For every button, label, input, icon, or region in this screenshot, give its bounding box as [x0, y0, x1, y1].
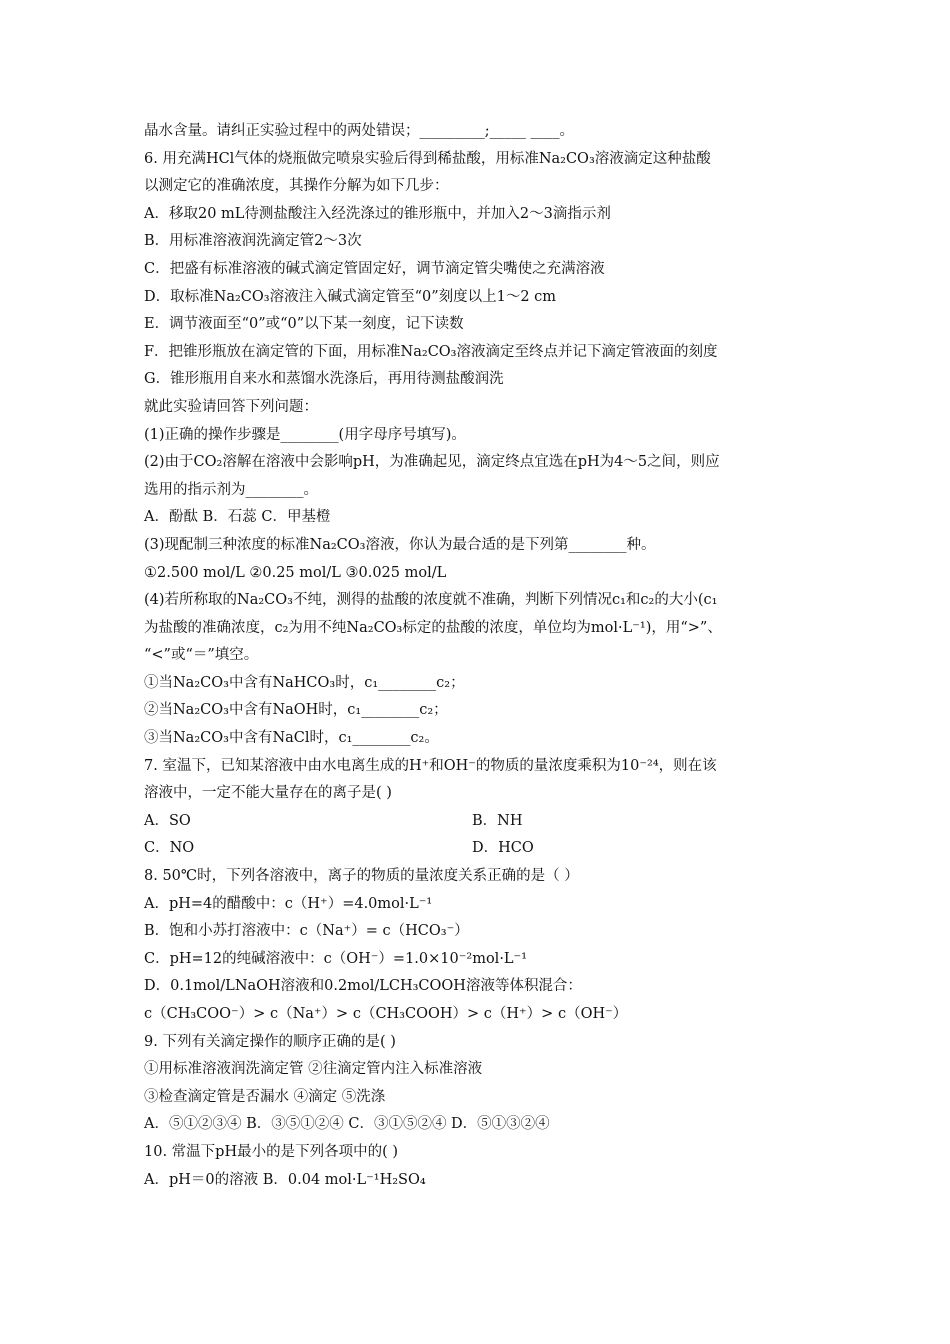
question-7-stem [144, 753, 824, 781]
question-8-option-a [144, 891, 824, 919]
step-g-content: G．锥形瓶用自来水和蒸馏水洗涤后，再用待测盐酸润洗 [144, 371, 504, 388]
step-d-content: D．取标准Na₂CO₃溶液注入碱式滴定管至“0”刻度以上1～2 cm [144, 288, 557, 305]
step-f [144, 339, 824, 367]
subquestion-3-content: (3)现配制三种浓度的标准Na₂CO₃溶液，你认为最合适的是下列第________种。 [144, 536, 656, 553]
question-7-option-b: B．NH [472, 812, 523, 829]
subquestion-4-item-2-content: ②当Na₂CO₃中含有NaOH时，c₁________c₂； [144, 702, 448, 719]
question-10-options-content: A．pH＝0的溶液 B．0.04 mol·L⁻¹H₂SO₄ [144, 1171, 426, 1188]
question-9-items-1-content: ①用标准溶液润洗滴定管 ②往滴定管内注入标准溶液 [144, 1061, 483, 1078]
step-a-content: A．移取20 mL待测盐酸注入经洗涤过的锥形瓶中，并加入2～3滴指示剂 [144, 205, 611, 222]
subquestion-4-item-3-content: ③当Na₂CO₃中含有NaCl时，c₁________c₂。 [144, 730, 439, 747]
subquestion-2-options-content: A．酚酞 B．石蕊 C．甲基橙 [144, 509, 331, 526]
question-7-stem-content: 7. 室温下，已知某溶液中由水电离生成的H⁺和OH⁻的物质的量浓度乘积为10⁻²⁴，则在该 [144, 757, 717, 774]
document-page [144, 118, 824, 1194]
text-line-1-content: 晶水含量。请纠正实验过程中的两处错误；_________;_____ ____。 [144, 123, 574, 139]
subquestion-4-item-1 [144, 670, 824, 698]
question-6-stem-content: 6. 用充满HCl气体的烧瓶做完喷泉实验后得到稀盐酸，用标准Na₂CO₃溶液滴定这种盐酸 [144, 150, 711, 167]
question-8-option-b [144, 918, 824, 946]
question-8-option-d-content: D．0.1mol/LNaOH溶液和0.2mol/LCH₃COOH溶液等体积混合： [144, 978, 582, 995]
questions-intro-content: 就此实验请回答下列问题： [144, 398, 318, 415]
question-7-option-c: C．NO [144, 840, 195, 857]
question-9-options [144, 1111, 824, 1139]
subquestion-4-item-2 [144, 697, 824, 725]
question-7-option-a: A．SO [144, 812, 191, 829]
step-a [144, 201, 824, 229]
question-6-stem-cont-content: 以测定它的准确浓度，其操作分解为如下几步： [144, 178, 449, 195]
question-7-options-ab [144, 808, 824, 836]
subquestion-4-cont2-content: “<”或“＝”填空。 [144, 647, 259, 664]
subquestion-2-cont-content: 选用的指示剂为________。 [144, 481, 318, 498]
text-line-1 [144, 118, 824, 146]
question-6-stem-cont [144, 173, 824, 201]
subquestion-4 [144, 587, 824, 615]
question-8-option-d [144, 973, 824, 1001]
question-8-option-d-cont [144, 1001, 824, 1029]
question-9-items-1 [144, 1056, 824, 1084]
step-f-content: F．把锥形瓶放在滴定管的下面，用标准Na₂CO₃溶液滴定至终点并记下滴定管液面的刻度 [144, 343, 718, 360]
subquestion-1 [144, 422, 824, 450]
step-d [144, 284, 824, 312]
question-9-items-2-content: ③检查滴定管是否漏水 ④滴定 ⑤洗涤 [144, 1088, 386, 1105]
subquestion-1-content: (1)正确的操作步骤是________(用字母序号填写)。 [144, 426, 466, 443]
question-9-options-content: A．⑤①②③④ B．③⑤①②④ C．③①⑤②④ D．⑤①③②④ [144, 1116, 550, 1133]
question-8-stem-content: 8. 50℃时，下列各溶液中，离子的物质的量浓度关系正确的是（ ） [144, 868, 579, 885]
question-6-stem [144, 146, 824, 174]
subquestion-4-item-3 [144, 725, 824, 753]
question-7-options-cd [144, 835, 824, 863]
subquestion-2-options [144, 504, 824, 532]
question-7-option-d: D．HCO [472, 840, 534, 857]
step-b [144, 228, 824, 256]
step-e-content: E．调节液面至“0”或“0”以下某一刻度，记下读数 [144, 316, 464, 333]
subquestion-3-options [144, 560, 824, 588]
question-9-stem-content: 9. 下列有关滴定操作的顺序正确的是( ) [144, 1033, 396, 1050]
question-8-option-c-content: C．pH=12的纯碱溶液中：c（OH⁻）=1.0×10⁻²mol·L⁻¹ [144, 950, 528, 967]
subquestion-3 [144, 532, 824, 560]
step-e [144, 311, 824, 339]
question-8-stem [144, 863, 824, 891]
question-8-option-b-content: B．饱和小苏打溶液中：c（Na⁺）= c（HCO₃⁻） [144, 923, 469, 940]
step-g [144, 366, 824, 394]
subquestion-3-options-content: ①2.500 mol/L ②0.25 mol/L ③0.025 mol/L [144, 564, 447, 581]
step-b-content: B．用标准溶液润洗滴定管2～3次 [144, 233, 362, 250]
question-8-option-d-cont-content: c（CH₃COO⁻）> c（Na⁺）> c（CH₃COOH）> c（H⁺）> c（OH⁻） [144, 1006, 628, 1022]
step-c [144, 256, 824, 284]
subquestion-2-cont [144, 477, 824, 505]
question-10-options [144, 1167, 824, 1195]
question-10-stem [144, 1139, 824, 1167]
question-8-option-a-content: A．pH=4的醋酸中：c（H⁺）=4.0mol·L⁻¹ [144, 895, 433, 912]
subquestion-2 [144, 449, 824, 477]
questions-intro [144, 394, 824, 422]
question-7-stem-cont-content: 溶液中，一定不能大量存在的离子是( ) [144, 785, 392, 802]
subquestion-4-content: (4)若所称取的Na₂CO₃不纯，测得的盐酸的浓度就不准确，判断下列情况c₁和c₂的大小(c₁ [144, 592, 718, 609]
subquestion-4-cont-content: 为盐酸的准确浓度，c₂为用不纯Na₂CO₃标定的盐酸的浓度，单位均为mol·L⁻¹)，用“>”、 [144, 619, 722, 636]
subquestion-4-cont2 [144, 642, 824, 670]
step-c-content: C．把盛有标准溶液的碱式滴定管固定好，调节滴定管尖嘴使之充满溶液 [144, 260, 605, 277]
subquestion-2-content: (2)由于CO₂溶解在溶液中会影响pH，为准确起见，滴定终点宜选在pH为4～5之间，则应 [144, 454, 720, 471]
subquestion-4-item-1-content: ①当Na₂CO₃中含有NaHCO₃时，c₁________c₂； [144, 674, 465, 691]
question-8-option-c [144, 946, 824, 974]
question-9-stem [144, 1029, 824, 1057]
question-7-stem-cont [144, 780, 824, 808]
question-9-items-2 [144, 1084, 824, 1112]
question-10-stem-content: 10. 常温下pH最小的是下列各项中的( ) [144, 1143, 399, 1160]
subquestion-4-cont [144, 615, 824, 643]
